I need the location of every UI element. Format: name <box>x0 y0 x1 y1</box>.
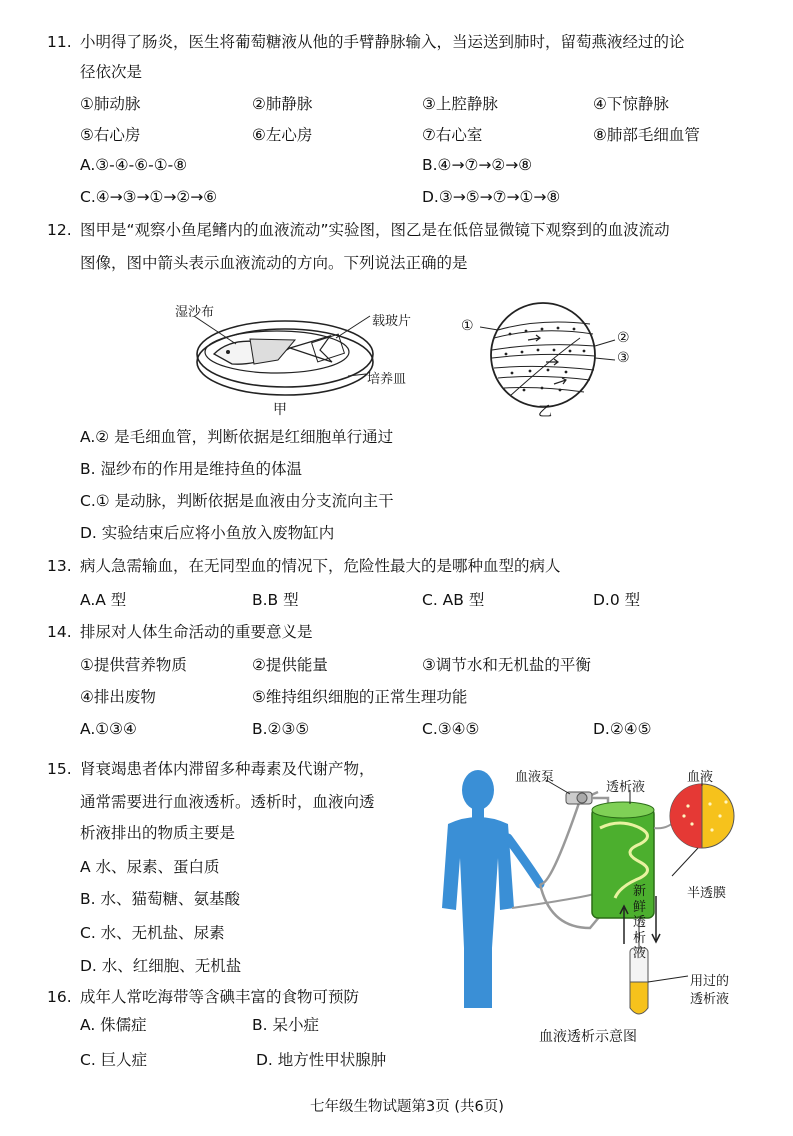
label-used-1: 用过的 <box>690 974 730 989</box>
q15-stem-line2: 通常需要进行血液透析。透析时，血液向透 <box>80 793 375 811</box>
q11-item-8: ⑧肺部毛细血管 <box>593 126 700 144</box>
q16-number: 16. <box>47 988 72 1006</box>
q12-stem-line1: 图甲是“观察小鱼尾鳍内的血液流动”实验图，图乙是在低倍显微镜下观察到的血波流动 <box>80 221 670 239</box>
q11-item-2: ②肺静脉 <box>252 95 313 113</box>
q14-item-5: ⑤维持组织细胞的正常生理功能 <box>252 688 468 706</box>
q13-option-c[interactable]: C. AB 型 <box>422 591 485 609</box>
q14-option-b[interactable]: B.②③⑤ <box>252 720 310 738</box>
q14-item-3: ③调节水和无机盐的平衡 <box>422 656 591 674</box>
q12-number: 12. <box>47 221 72 239</box>
q13-option-d[interactable]: D.0 型 <box>593 591 641 609</box>
q14-number: 14. <box>47 623 72 641</box>
label-petri-dish: 培养皿 <box>367 372 407 387</box>
q11-item-7: ⑦右心室 <box>422 126 483 144</box>
q14-item-2: ②提供能量 <box>252 656 328 674</box>
q16-option-a[interactable]: A. 侏儒症 <box>80 1016 147 1034</box>
q14-stem: 排尿对人体生命活动的重要意义是 <box>80 623 313 641</box>
q14-option-d[interactable]: D.②④⑤ <box>593 720 652 738</box>
q14-item-1: ①提供营养物质 <box>80 656 187 674</box>
dialysis-caption: 血液透析示意图 <box>539 1029 637 1045</box>
q15-option-b[interactable]: B. 水、猫萄糖、氨基酸 <box>80 890 240 908</box>
q11-item-3: ③上腔静脉 <box>422 95 498 113</box>
q14-option-a[interactable]: A.①③④ <box>80 720 137 738</box>
q15-stem-line1: 肾衰竭患者体内滞留多种毒素及代谢产物， <box>80 760 375 778</box>
q12-option-d[interactable]: D. 实验结束后应将小鱼放入废物缸内 <box>80 524 335 542</box>
q12-option-b[interactable]: B. 湿纱布的作用是维持鱼的体温 <box>80 460 302 478</box>
q11-item-1: ①肺动脉 <box>80 95 141 113</box>
q11-item-5: ⑤右心房 <box>80 126 141 144</box>
q11-option-d[interactable]: D.③→⑤→⑦→①→⑧ <box>422 188 561 206</box>
label-wet-cloth: 湿沙布 <box>175 305 215 320</box>
q15-option-a[interactable]: A 水、尿素、蛋白质 <box>80 858 220 876</box>
label-used-2: 透析液 <box>690 992 730 1007</box>
q15-stem-line3: 析液排出的物质主要是 <box>80 824 236 842</box>
q15-option-c[interactable]: C. 水、无机盐、尿素 <box>80 924 225 942</box>
caption-yi: 乙 <box>538 404 552 420</box>
q11-option-b[interactable]: B.④→⑦→②→⑧ <box>422 156 533 174</box>
label-vessel-3: ③ <box>617 350 630 366</box>
q11-stem-line2: 径依次是 <box>80 63 143 81</box>
page-footer: 七年级生物试题第3页 (共6页) <box>310 1099 504 1115</box>
label-fresh-dialysate: 新鲜透析液 <box>633 884 647 962</box>
q15-number: 15. <box>47 760 72 778</box>
q11-stem-line1: 小明得了肠炎，医生将葡萄糖液从他的手臂静脉输入，当运送到肺时，留萄燕液经过的论 <box>80 33 685 51</box>
q12-option-c[interactable]: C.① 是动脉，判断依据是血液由分支流向主干 <box>80 492 394 510</box>
label-blood: 血液 <box>687 770 714 785</box>
q13-stem: 病人急需输血，在无同型血的情况下，危险性最大的是哪种血型的病人 <box>80 557 561 575</box>
q11-item-6: ⑥左心房 <box>252 126 313 144</box>
q13-option-b[interactable]: B.B 型 <box>252 591 299 609</box>
label-vessel-2: ② <box>617 330 630 346</box>
caption-jia: 甲 <box>273 402 287 418</box>
label-semipermeable-membrane: 半透膜 <box>687 886 727 901</box>
label-dialysate: 透析液 <box>606 780 646 795</box>
q11-number: 11. <box>47 33 72 51</box>
q15-option-d[interactable]: D. 水、红细胞、无机盐 <box>80 957 242 975</box>
q12-option-a[interactable]: A.② 是毛细血管，判断依据是红细胞单行通过 <box>80 428 394 446</box>
q11-option-c[interactable]: C.④→③→①→②→⑥ <box>80 188 218 206</box>
blood-flow-microscope-figure <box>480 300 620 415</box>
q16-option-d[interactable]: D. 地方性甲状腺肿 <box>256 1051 387 1069</box>
q16-stem: 成年人常吃海带等含碘丰富的食物可预防 <box>80 988 360 1006</box>
q14-item-4: ④排出废物 <box>80 688 156 706</box>
q13-number: 13. <box>47 557 72 575</box>
q11-item-4: ④下惊静脉 <box>593 95 669 113</box>
q12-stem-line2: 图像，图中箭头表示血液流动的方向。下列说法正确的是 <box>80 254 468 272</box>
q16-option-b[interactable]: B. 呆小症 <box>252 1016 319 1034</box>
q14-option-c[interactable]: C.③④⑤ <box>422 720 480 738</box>
label-vessel-1: ① <box>461 318 474 334</box>
label-glass-slide: 载玻片 <box>372 314 412 329</box>
q13-option-a[interactable]: A.A 型 <box>80 591 127 609</box>
label-blood-pump: 血液泵 <box>515 770 555 785</box>
q11-option-a[interactable]: A.③-④-⑥-①-⑧ <box>80 156 188 174</box>
q16-option-c[interactable]: C. 巨人症 <box>80 1051 148 1069</box>
